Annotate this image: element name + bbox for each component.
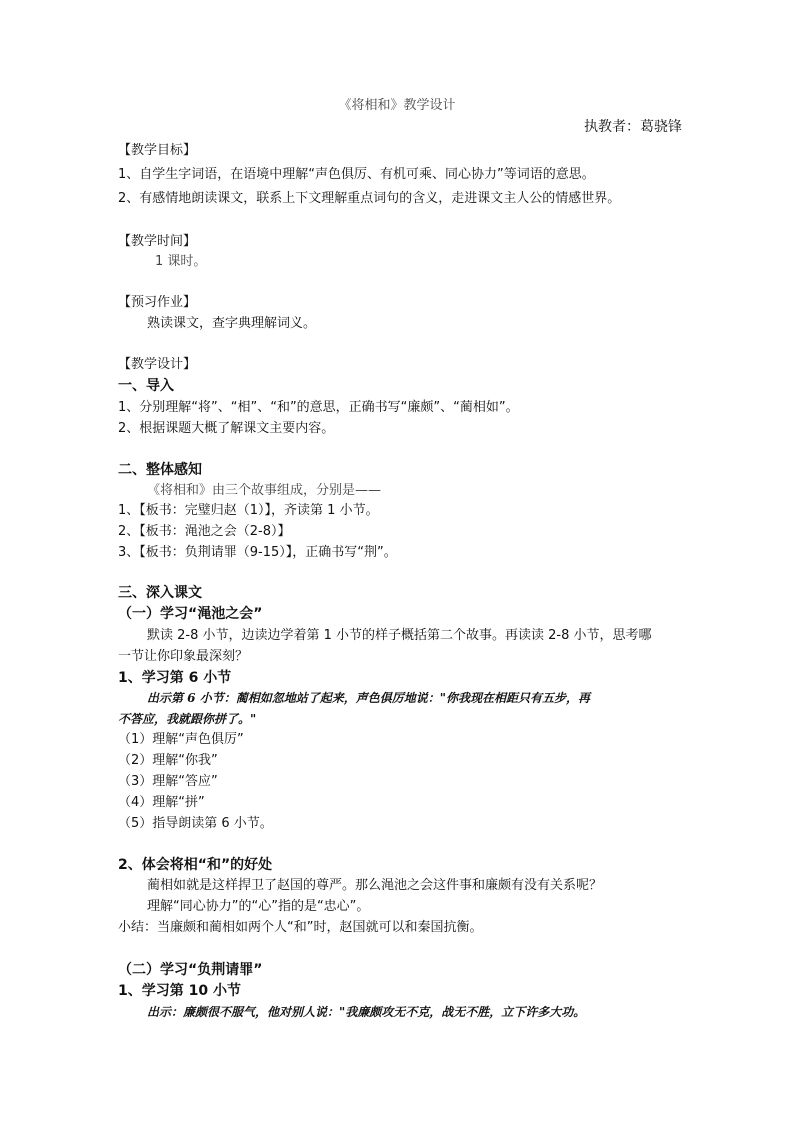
quote-line: 出示第 6 小节：蔺相如忽地站了起来，声色俱厉地说："你我现在相距只有五步，再 (147, 691, 590, 705)
sub2-line: 理解“同心协力”的“心”指的是“忠心”。 (147, 899, 370, 914)
section-heading-design: 【教学设计】 (118, 357, 197, 372)
section-heading-time: 【教学时间】 (118, 234, 197, 249)
preview-text: 熟读课文，查字典理解词义。 (147, 316, 317, 331)
objective-item: 1、自学生字词语，在语境中理解“声色俱厉、有机可乘、同心协力”等词语的意思。 (118, 167, 595, 182)
part1-paragraph: 一节让你印象最深刻？ (118, 649, 249, 664)
intro-heading: 一、导入 (118, 378, 174, 394)
document-title: 《将相和》教学设计 (338, 98, 456, 113)
sub1-item: （2）理解“你我” (118, 753, 218, 768)
intro-item: 2、根据课题大概了解课文主要内容。 (118, 421, 335, 436)
sub1-item: （3）理解“答应” (118, 774, 218, 789)
author-line: 执教者：葛骁锋 (584, 119, 682, 135)
overall-item: 1、【板书：完璧归赵（1）】，齐读第 1 小节。 (118, 503, 379, 518)
overall-lead: 《将相和》由三个故事组成，分别是—— (147, 483, 382, 498)
sub1-item: （1）理解“声色俱厉” (118, 732, 244, 747)
overall-heading: 二、整体感知 (118, 462, 202, 478)
sub1-heading: 1、学习第 6 小节 (118, 670, 232, 686)
sub1-item: （5）指导朗读第 6 小节。 (118, 816, 273, 831)
section-heading-preview: 【预习作业】 (118, 295, 197, 310)
deep-heading: 三、深入课文 (118, 585, 202, 601)
overall-item: 3、【板书：负荆请罪（9-15）】，正确书写“荆”。 (118, 545, 397, 560)
quote-line: 出示：廉颇很不服气，他对别人说："我廉颇攻无不克，战无不胜，立下许多大功。 (147, 1005, 586, 1019)
part1-paragraph: 默读 2-8 小节，边读边学着第 1 小节的样子概括第二个故事。再读读 2-8 小节，思考哪 (147, 628, 652, 643)
sub2-line: 蔺相如就是这样捍卫了赵国的尊严。那么渑池之会这件事和廉颇有没有关系呢？ (147, 878, 603, 893)
part2-heading: （二）学习“负荆请罪” (118, 962, 263, 978)
part2-sub1-heading: 1、学习第 10 小节 (118, 983, 241, 999)
section-heading-objectives: 【教学目标】 (118, 143, 197, 158)
quote-line: 不答应，我就跟你拼了。" (118, 712, 257, 726)
sub2-summary: 小结：当廉颇和蔺相如两个人“和”时，赵国就可以和秦国抗衡。 (118, 920, 483, 935)
sub2-heading: 2、体会将相“和”的好处 (118, 857, 273, 873)
overall-item: 2、【板书：渑池之会（2-8）】 (118, 524, 291, 539)
objective-item: 2、有感情地朗读课文，联系上下文理解重点词句的含义，走进课文主人公的情感世界。 (118, 191, 621, 206)
part1-heading: （一）学习“渑池之会” (118, 606, 263, 622)
intro-item: 1、分别理解“将”、“相”、“和”的意思，正确书写“廉颇”、“蔺相如”。 (118, 400, 519, 415)
time-text: 1 课时。 (155, 254, 207, 269)
sub1-item: （4）理解“拼” (118, 795, 205, 810)
